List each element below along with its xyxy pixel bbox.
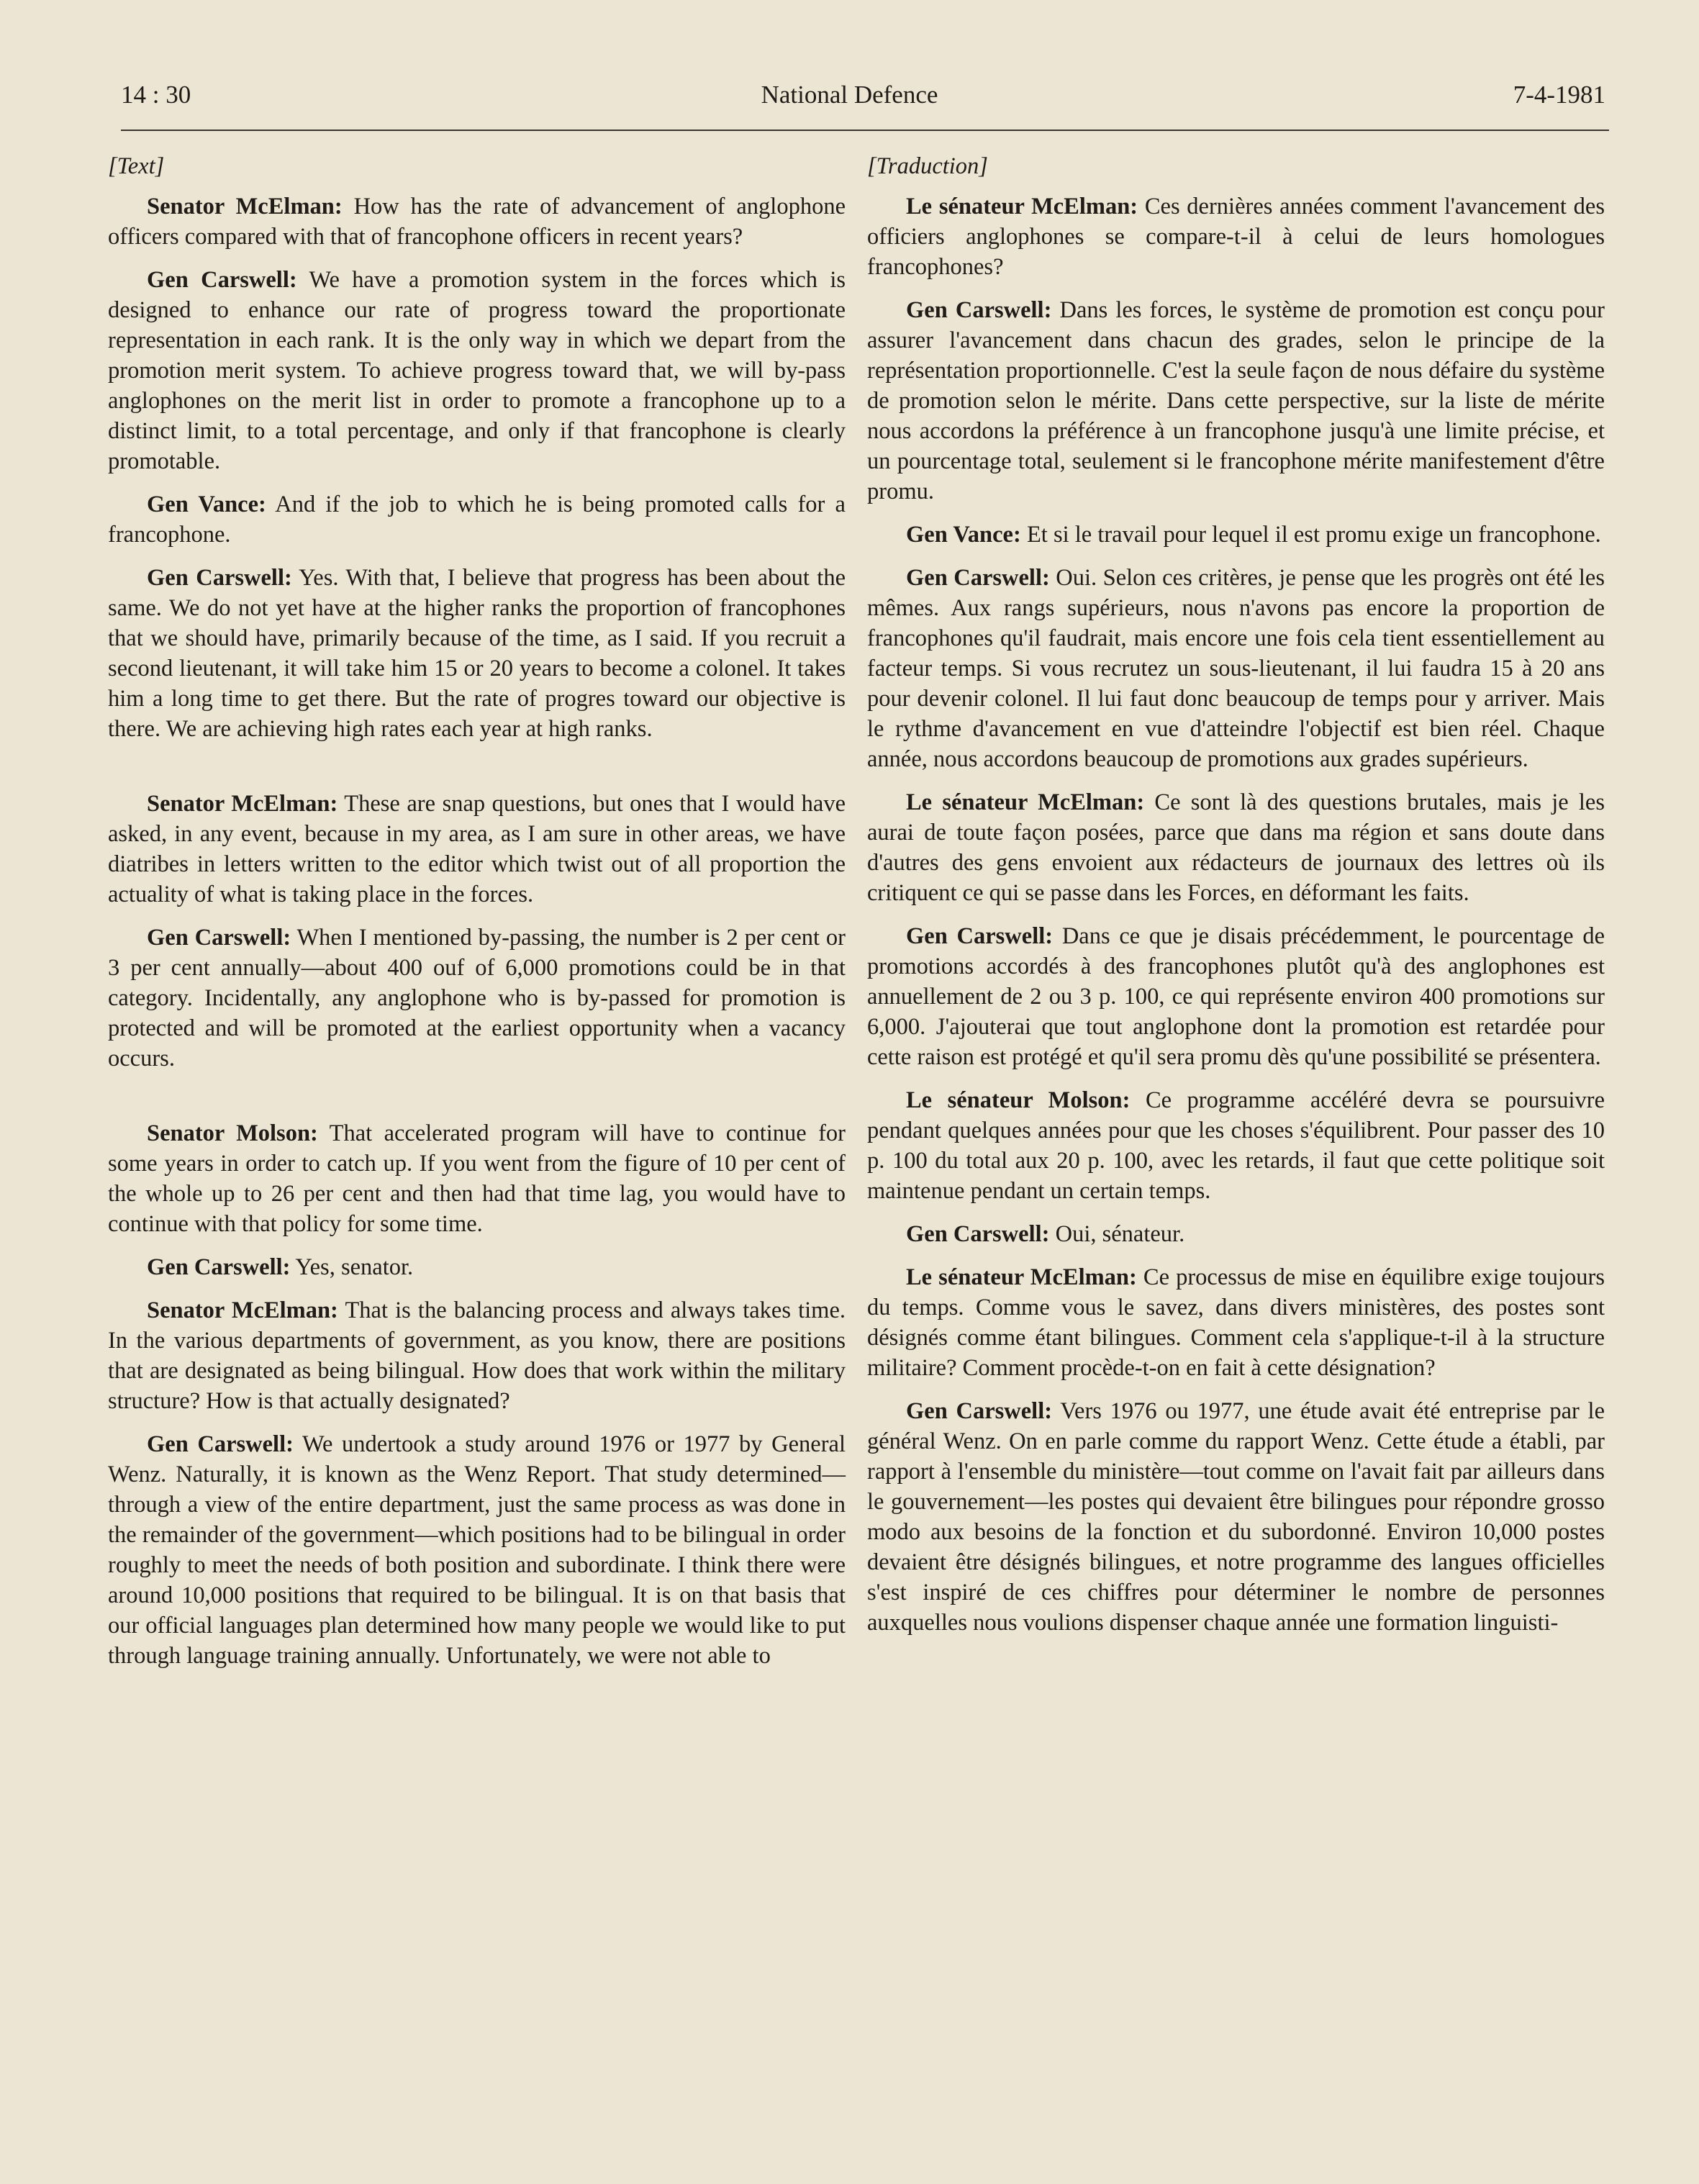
- page-date: 7-4-1981: [1513, 81, 1605, 109]
- speaker: Gen Vance:: [147, 491, 266, 517]
- speech: When I mentioned by-passing, the number is 2 per cent or 3 per cent annually—about 400 ouf of 6,000 promotions could be in that category. Incidentally, any anglophone who is by-passed for promotion is protected and will be promoted at the earliest opportunity when a vacancy occurs.: [108, 925, 846, 1071]
- speech: That is the balancing process and always takes time. In the various departments of government, as you know, there are positions that are designated as being bilingual. How does that work within the military structure? How is that actually designated?: [108, 1297, 846, 1414]
- running-title: National Defence: [761, 81, 938, 109]
- translation-tag: [Traduction]: [867, 153, 988, 179]
- paragraph: [867, 563, 1605, 774]
- speaker: Senator McElman:: [147, 791, 338, 817]
- speaker: Gen Carswell:: [147, 267, 297, 293]
- speaker: Gen Carswell:: [147, 1431, 294, 1457]
- speech: Ces dernières années comment l'avancement des officiers anglophones se compare-t-il à celui de leurs homologues francophones?: [867, 194, 1605, 280]
- header-rule: [121, 130, 1609, 131]
- speech: Oui. Selon ces critères, je pense que les progrès ont été les mêmes. Aux rangs supérieurs, nous n'avons pas encore la proportion de francophones qu'il faudrait, mais encore une fois cela tient essentiellement au facteur temps. Si vous recrutez un sous-lieutenant, il lui faudra 15 à 20 ans pour devenir colonel. Il lui faut donc beaucoup de temps pour y arriver. Mais le rythme d'avancement en vue d'atteindre l'objectif est bien réel. Chaque année, nous accordons beaucoup de promotions aux grades supérieurs.: [867, 565, 1605, 772]
- paragraph: [108, 923, 846, 1074]
- speaker: Gen Carswell:: [906, 297, 1052, 323]
- paragraph: [108, 489, 846, 550]
- speaker: Senator McElman:: [147, 1297, 338, 1323]
- speaker: Gen Carswell:: [906, 1398, 1053, 1424]
- speech: Vers 1976 ou 1977, une étude avait été entreprise par le général Wenz. On en parle comme du rapport Wenz. Cette étude a établi, par rapport à l'ensemble du ministère—tout comme on l'avait fait par ailleurs dans le gouvernement—les postes qui devaient être bilingues pour répondre grosso modo aux besoins de la fonction et du subordonné. Environ 10,000 postes devaient être désignés bilingues, et notre programme des langues officielles s'est inspiré de ces chiffres pour déterminer le nombre de personnes auxquelles nous voulions dispenser chaque année une formation linguisti-: [867, 1398, 1605, 1636]
- speaker: Gen Carswell:: [906, 1221, 1050, 1247]
- paragraph: [867, 1085, 1605, 1206]
- speaker: Le sénateur Molson:: [906, 1087, 1131, 1113]
- paragraph: [867, 787, 1605, 908]
- paragraph: [108, 1429, 846, 1671]
- paragraph: [867, 921, 1605, 1072]
- english-column: [108, 151, 846, 1684]
- speech: We have a promotion system in the forces which is designed to enhance our rate of progress toward the proportionate representation in each rank. It is the only way in which we depart from the promotion merit system. To achieve progress toward that, we will by-pass anglophones on the merit list in order to promote a francophone up to a distinct limit, to a total percentage, and only if that francophone is clearly promotable.: [108, 267, 846, 474]
- speaker: Le sénateur McElman:: [906, 194, 1138, 219]
- paragraph: [108, 1118, 846, 1239]
- speaker: Gen Carswell:: [906, 565, 1050, 591]
- speech: Ce processus de mise en équilibre exige toujours du temps. Comme vous le savez, dans divers ministères, des postes sont désignés comme étant bilingues. Comment cela s'applique-t-il à la structure militaire? Comment procède-t-on en fait à cette désignation?: [867, 1264, 1605, 1381]
- paragraph: [867, 1262, 1605, 1383]
- paragraph: [867, 191, 1605, 282]
- speech: And if the job to which he is being promoted calls for a francophone.: [108, 491, 846, 548]
- paragraph: [867, 520, 1605, 550]
- page-number: 14 : 30: [121, 81, 191, 109]
- paragraph: [108, 191, 846, 252]
- paragraph: [108, 265, 846, 476]
- speaker: Le sénateur McElman:: [906, 789, 1145, 815]
- paragraph: [867, 295, 1605, 507]
- speech: We undertook a study around 1976 or 1977 by General Wenz. Naturally, it is known as the Wenz Report. That study determined—through a view of the entire department, just the same process as was done in the remainder of the government—which positions had to be bilingual in order roughly to meet the needs of both position and subordinate. I think there were around 10,000 positions that required to be bilingual. It is on that basis that our official languages plan determined how many people we would like to put through language training annually. Unfortunately, we were not able to: [108, 1431, 846, 1669]
- speech: Yes. With that, I believe that progress has been about the same. We do not yet have at the higher ranks the proportion of francophones that we should have, primarily because of the time, as I said. If you recruit a second lieutenant, it will take him 15 or 20 years to become a colonel. It takes him a long time to get there. But the rate of progres toward our objective is there. We are achieving high rates each year at high ranks.: [108, 565, 846, 742]
- speaker: Le sénateur McElman:: [906, 1264, 1137, 1290]
- paragraph: [108, 1295, 846, 1416]
- speech: Dans ce que je disais précédemment, le pourcentage de promotions accordés à des francophones plutôt qu'à des anglophones est annuellement de 2 ou 3 p. 100, ce qui représente environ 400 promotions sur 6,000. J'ajouterai que tout anglophone dont la promotion est retardée pour cette raison est protégé et qu'il sera promu dès qu'une possibilité se présentera.: [867, 923, 1605, 1070]
- speech: That accelerated program will have to continue for some years in order to catch up. If you went from the figure of 10 per cent of the whole up to 26 per cent and then had that time lag, you would have to continue with that policy for some time.: [108, 1120, 846, 1237]
- french-column: [867, 151, 1605, 1651]
- speaker: Gen Carswell:: [906, 923, 1054, 949]
- speech: Yes, senator.: [295, 1254, 414, 1280]
- speech: Et si le travail pour lequel il est promu exige un francophone.: [1026, 522, 1601, 548]
- speech: How has the rate of advancement of anglophone officers compared with that of francophone officers in recent years?: [108, 194, 846, 250]
- paragraph: [867, 1396, 1605, 1638]
- speech: These are snap questions, but ones that I would have asked, in any event, because in my area, as I am sure in other areas, we have diatribes in letters written to the editor which twist out of all proportion the actuality of what is taking place in the forces.: [108, 791, 846, 907]
- paragraph: [867, 1219, 1605, 1249]
- paragraph: [108, 1252, 846, 1282]
- text-tag: [Text]: [108, 153, 165, 179]
- paragraph: [108, 563, 846, 744]
- speaker: Gen Carswell:: [147, 925, 291, 951]
- speech: Ce programme accéléré devra se poursuivre pendant quelques années pour que les choses s'équilibrent. Pour passer des 10 p. 100 du total aux 20 p. 100, avec les retards, il faut que cette politique soit maintenue pendant un certain temps.: [867, 1087, 1605, 1204]
- speaker: Gen Vance:: [906, 522, 1021, 548]
- speech: Dans les forces, le système de promotion est conçu pour assurer l'avancement dans chacun des grades, selon le principe de la représentation proportionnelle. C'est la seule façon de nous défaire du système de promotion selon le mérite. Dans cette perspective, sur la liste de mérite nous accordons la préférence à un francophone jusqu'à une limite précise, et un pourcentage total, seulement si le francophone mérite manifestement d'être promu.: [867, 297, 1605, 504]
- paragraph: [108, 789, 846, 910]
- speaker: Gen Carswell:: [147, 565, 292, 591]
- speaker: Gen Carswell:: [147, 1254, 291, 1280]
- speech: Ce sont là des questions brutales, mais je les aurai de toute façon posées, parce que dans ma région et sans doute dans d'autres des gens envoient aux rédacteurs de journaux des lettres où ils critiquent ce qui se passe dans les Forces, en déformant les faits.: [867, 789, 1605, 906]
- speaker: Senator Molson:: [147, 1120, 318, 1146]
- speech: Oui, sénateur.: [1055, 1221, 1185, 1247]
- speaker: Senator McElman:: [147, 194, 343, 219]
